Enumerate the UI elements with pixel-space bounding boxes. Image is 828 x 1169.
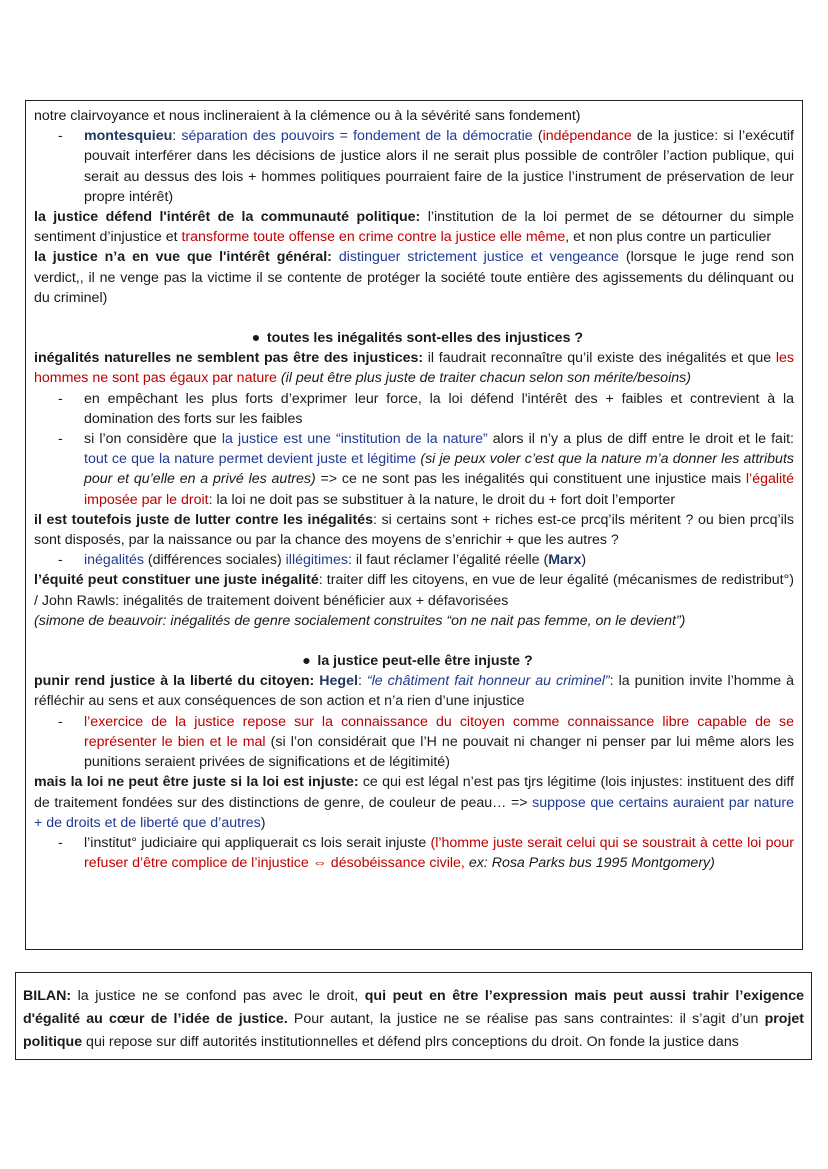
forts-bullet: - en empêchant les plus forts d’exprimer leur force, la loi défend l'intérêt des + faibles et contrevient à la domination des forts sur les faibles bbox=[34, 389, 794, 429]
bullet-dot-icon: ● bbox=[302, 653, 311, 670]
naturelles-paragraph: inégalités naturelles ne semblent pas être des injustices: il faudrait reconnaître qu’il existe des inégalités et que les hommes ne sont pas égaux par nature (il peut être plus juste de traiter chacun selon son mérite/besoins) bbox=[34, 350, 794, 387]
defend-paragraph: la justice défend l'intérêt de la communauté politique: l’institution de la loi permet de se détourner du simple sentiment d’injustice et transforme toute offense en crime contre la justice elle même, et non plus contre un particulier bbox=[34, 209, 795, 246]
marx-bullet: - inégalités (différences sociales) illégitimes: il faut réclamer l’égalité réelle (Marx) bbox=[34, 550, 794, 570]
interet-paragraph: la justice n’a en vue que l'intérêt général: distinguer strictement justice et vengeance (lorsque le juge rend son verdict,, il ne venge pas la victime il se contente de protéger la société toute entière des agissements du délinquant ou du criminel) bbox=[34, 249, 794, 306]
intro-line: notre clairvoyance et nous inclineraient à la clémence ou à la sévérité sans fondement) bbox=[34, 108, 581, 124]
bullet-dot-icon: ● bbox=[251, 330, 261, 347]
bilan-paragraph: BILAN: la justice ne se confond pas avec le droit, qui peut en être l’expression mais peut aussi trahir l’exigence d'égalité au cœur de l’idée de justice. Pour autant, la justice ne se réalise pas sans contraintes: il s’agit d’un projet politique qui repose sur diff autorités institutionnelles et défend plrs conceptions du droit. On fonde la justice dans bbox=[23, 988, 805, 1050]
punir-paragraph: punir rend justice à la liberté du citoyen: Hegel: “le châtiment fait honneur au criminel”: la punition invite l’homme à réfléchir au sens et aux conséquences de son action et n’a rien d’une injustice bbox=[34, 673, 795, 710]
heading-inegalites: ● toutes les inégalités sont-elles des injustices ? bbox=[34, 328, 794, 348]
institut-bullet: - l’institut° judiciaire qui appliquerait cs lois serait injuste (l’homme juste serait celui qui se soustrait à cette loi pour refuser d’être complice de l’injustice ⇔ désobéissance civile, ex: Rosa Parks bus 1995 Montgomery) bbox=[34, 833, 794, 873]
montesquieu-bullet: - montesquieu: séparation des pouvoirs = fondement de la démocratie (indépendance de la justice: si l’exécutif pouvait interférer dans les décisions de justice alors il ne serait plus possible de contrôler l’action publique, qui serait au dessus des lois + hommes politiques pourraient faire de la justice l’instrument de préservation de leur propre intérêt) bbox=[34, 126, 794, 207]
lutter-paragraph: il est toutefois juste de lutter contre les inégalités: si certains sont + riches est-ce prcq’ils méritent ? ou bien prcq’ils sont disposés, par la naissance ou par la chance des moyens de s’enrichir + que les autres ? bbox=[34, 511, 795, 549]
loi-paragraph: mais la loi ne peut être juste si la loi est injuste: ce qui est légal n’est pas tjrs légitime (lois injustes: instituent des diff de traitement fondées sur des distinctions de genre, de couleur de peau… => suppose que certains auraient par nature + de droits et de liberté que d’autres) bbox=[34, 774, 795, 831]
bilan-box bbox=[15, 972, 812, 1060]
nature-bullet: - si l’on considère que la justice est une “institution de la nature” alors il n’y a plus de diff entre le droit et le fait: tout ce que la nature permet devient juste et légitime (si je peux voler c’est que la nature m’a donner les attributs pour et qu’elle en a privé les autres) => ce ne sont pas les inégalités qui constituent une injustice mais l’égalité imposée par le droit: la loi ne doit pas se substituer à la nature, le droit du + fort doit l’emporter bbox=[34, 429, 794, 510]
exercice-bullet: - l’exercice de la justice repose sur la connaissance du citoyen comme connaissance libre capable de se représenter le bien et le mal (si l’on considérait que l’H ne pouvait ni changer ni penser par lui même alors les punitions seraient privées de significations et de légitimité) bbox=[34, 712, 794, 773]
beauvoir-line: (simone de beauvoir: inégalités de genre socialement construites “on ne nait pas femme, on le devient”) bbox=[34, 612, 686, 629]
heading-injuste: ● la justice peut-elle être injuste ? bbox=[34, 651, 794, 671]
equite-paragraph: l’équité peut constituer une juste inégalité: traiter diff les citoyens, en vue de leur égalité (mécanismes de redistribut°) / John Rawls: inégalités de traitement doivent bénéficier aux + défavorisées bbox=[34, 572, 795, 609]
notes-box bbox=[25, 100, 803, 950]
